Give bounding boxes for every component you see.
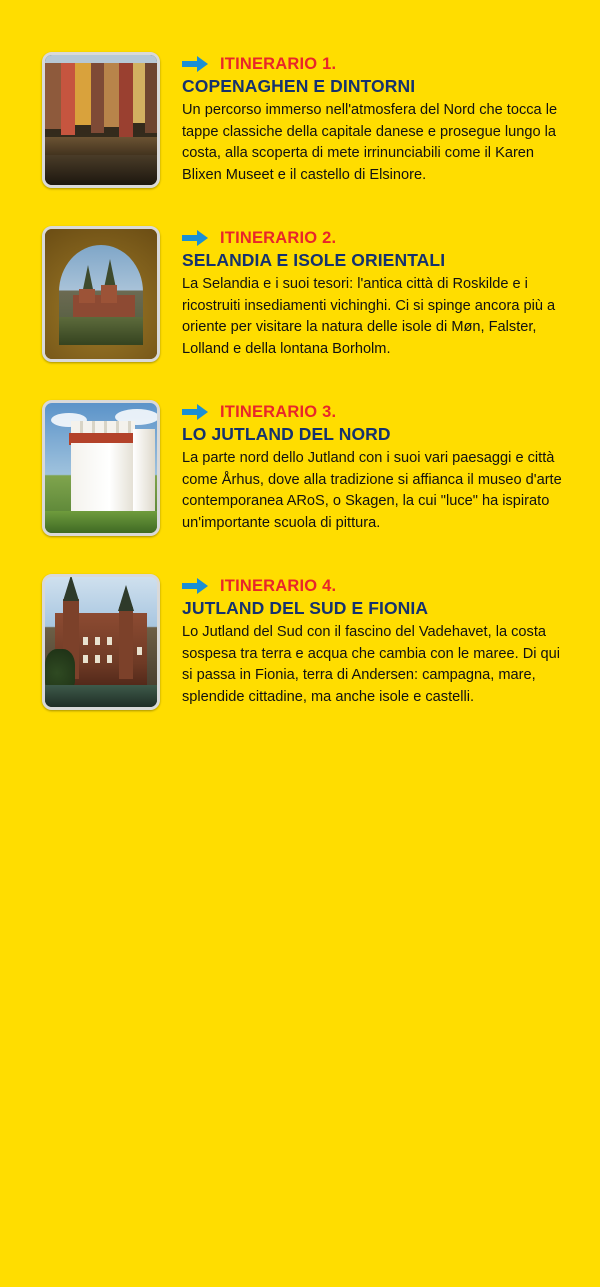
itinerary-description-2: La Selandia e i suoi tesori: l'antica città di Roskilde e i ricostruiti insediamenti vichinghi. Ci si spinge ancora più a oriente per visitare la natura delle isole di Møn, Falster, Lolland e della lontana Borholm.	[182, 276, 556, 357]
itinerary-number-2: ITINERARIO 2.	[220, 229, 337, 247]
arrow-right-icon	[182, 56, 208, 72]
itinerary-number-4: ITINERARIO 4.	[220, 577, 337, 595]
thumbnail-image-3	[45, 403, 157, 533]
itinerary-text-3	[160, 400, 574, 534]
itinerary-entry-2	[0, 226, 600, 362]
arrow-right-icon	[182, 230, 208, 246]
itinerary-title-4: JUTLAND DEL SUD E FIONIA	[182, 597, 429, 618]
itinerary-head-4	[182, 578, 574, 595]
itinerary-entry-1	[0, 0, 600, 188]
thumbnail-image-2	[45, 229, 157, 359]
itinerary-entry-3	[0, 400, 600, 536]
egeskov-castle-thumbnail	[42, 574, 160, 710]
thumbnail-image-4	[45, 577, 157, 707]
itinerary-number-1: ITINERARIO 1.	[220, 55, 337, 73]
itinerary-number-3: ITINERARIO 3.	[220, 403, 337, 421]
itinerary-entry-4	[0, 574, 600, 710]
itinerary-text-1	[160, 52, 574, 186]
arrow-right-icon	[182, 578, 208, 594]
itinerary-description-4: Lo Jutland del Sud con il fascino del Vadehavet, la costa sospesa tra terra e acqua che cambia con le maree. Di qui si passa in Fionia, terra di Andersen: campagna, mare, splendide cittadine, ma anche isole e castelli.	[182, 624, 561, 705]
itinerary-head-3	[182, 404, 574, 421]
roskilde-arch-thumbnail	[42, 226, 160, 362]
itinerary-head-2	[182, 230, 574, 247]
arrow-right-icon	[182, 404, 208, 420]
itinerary-text-2	[160, 226, 574, 360]
jutland-white-church-thumbnail	[42, 400, 160, 536]
itinerary-text-4	[160, 574, 574, 708]
itinerary-description-3: La parte nord dello Jutland con i suoi vari paesaggi e città come Århus, dove alla tradizione si affianca il museo d'arte contemporanea ARoS, o Skagen, la cui "luce" ha ispirato un'importante scuola di pittura.	[182, 450, 562, 531]
itinerary-title-3: LO JUTLAND DEL NORD	[182, 423, 391, 444]
itinerary-description-1: Un percorso immerso nell'atmosfera del Nord che tocca le tappe classiche della capitale danese e prosegue lungo la costa, alla scoperta di mete irrinunciabili come il Karen Blixen Museet e il castello di Elsinore.	[182, 102, 558, 183]
itinerary-title-1: COPENAGHEN E DINTORNI	[182, 75, 416, 96]
itinerary-head-1	[182, 56, 574, 73]
thumbnail-image-1	[45, 55, 157, 185]
itinerary-title-2: SELANDIA E ISOLE ORIENTALI	[182, 249, 446, 270]
copenaghen-nyhavn-thumbnail	[42, 52, 160, 188]
